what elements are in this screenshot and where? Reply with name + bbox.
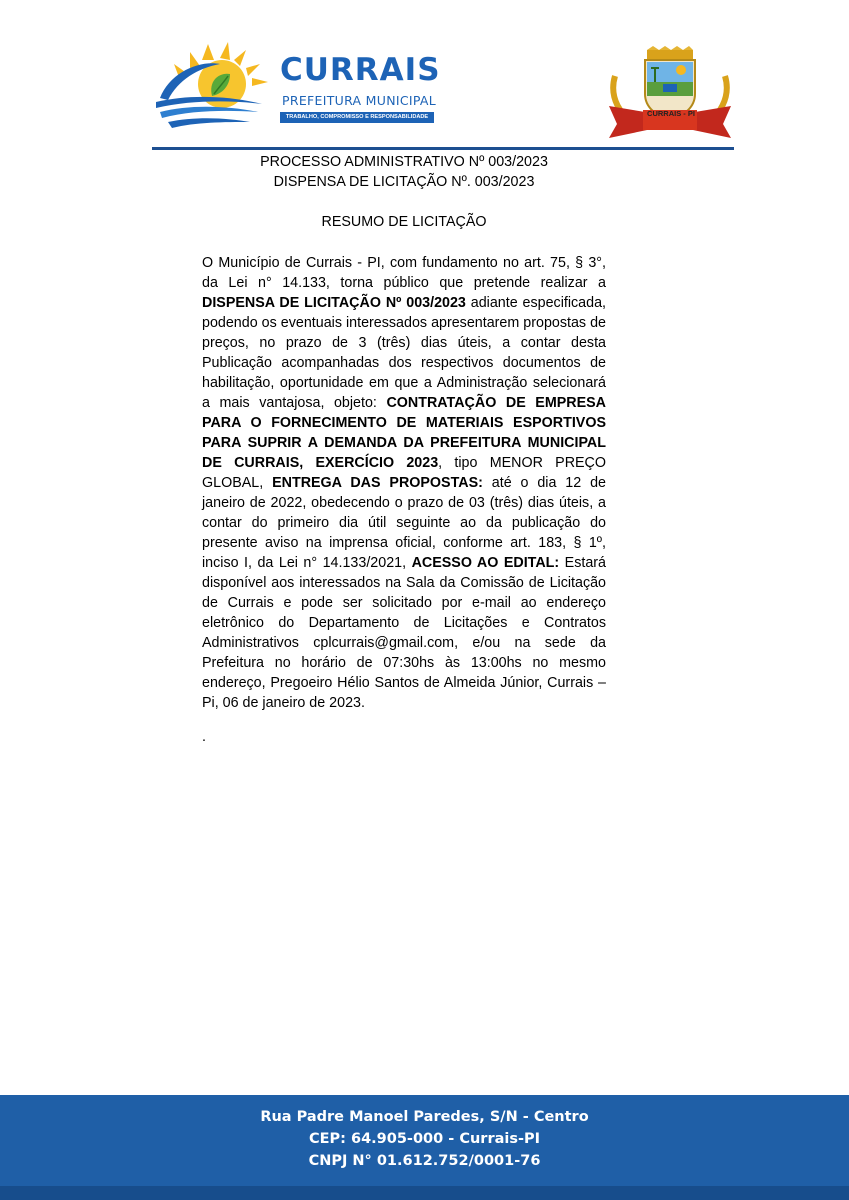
coat-of-arms (605, 46, 735, 138)
prefeitura-logo (150, 38, 440, 130)
summary-title: RESUMO DE LICITAÇÃO (321, 214, 487, 230)
dispensa-number: DISPENSA DE LICITAÇÃO Nº. 003/2023 (273, 174, 535, 190)
crest-label: CURRAIS - PI (647, 109, 695, 118)
notice-bold-edital: ACESSO AO EDITAL: (411, 555, 560, 571)
brand-subtitle: PREFEITURA MUNICIPAL (282, 93, 437, 108)
brand-name: CURRAIS (280, 52, 441, 88)
notice-text: até o dia 12 de janeiro de 2022, obedecendo o prazo de 03 (três) dias úteis, a contar do primeiro dia útil seguinte ao da publicação do presente aviso na imprensa oficial, conforme art. 183, § 1º, inciso I, da Lei n° 14.133/2021, (202, 475, 606, 571)
notice-text: , tipo MENOR PREÇO GLOBAL, (202, 455, 606, 491)
footer-band-bottom (0, 1186, 849, 1200)
notice-text: Estará disponível aos interessados na Sala da Comissão de Licitação de Currais e pode ser solicitado por e-mail ao endereço eletrônico do Departamento de Licitações e Contratos Administrativos cplcurrais@gmail.com, e/ou na sede da Prefeitura no horário de 07:30hs às 13:00hs no mesmo endereço, Pregoeiro Hélio Santos de Almeida Júnior, Currais – Pi, 06 de janeiro de 2023. (202, 555, 606, 711)
notice-text: O Município de Currais - PI, com fundamento no art. 75, § 3°, da Lei n° 14.133, torna público que pretende realizar a (202, 255, 606, 291)
notice-paragraph (202, 253, 606, 713)
header-divider (152, 147, 734, 150)
notice-text: adiante especificada, podendo os eventuais interessados apresentarem propostas de preços, no prazo de 3 (três) dias úteis, a contar desta Publicação acompanhadas dos respectivos documentos de habilitação, oportunidade em que a Administração selecionará a mais vantajosa, objeto: (202, 295, 606, 411)
process-number: PROCESSO ADMINISTRATIVO Nº 003/2023 (260, 154, 548, 170)
footer-address: Rua Padre Manoel Paredes, S/N - Centro (260, 1109, 589, 1125)
brand-tagline: TRABALHO, COMPROMISSO E RESPONSABILIDADE (280, 112, 434, 123)
document-body (202, 152, 606, 762)
coat-of-arms-icon (605, 46, 735, 138)
footer-cnpj: CNPJ N° 01.612.752/0001-76 (308, 1153, 541, 1169)
notice-bold-dispensa: DISPENSA DE LICITAÇÃO Nº 003/2023 (202, 295, 466, 311)
sun-landscape-icon (150, 38, 280, 130)
footer-cep: CEP: 64.905-000 - Currais-PI (308, 1131, 541, 1147)
trailing-mark: . (202, 729, 206, 746)
notice-bold-object: CONTRATAÇÃO DE EMPRESA PARA O FORNECIMENTO DE MATERIAIS ESPORTIVOS PARA SUPRIR A DEMANDA DA PREFEITURA MUNICIPAL DE CURRAIS, EXERCÍCIO 2023 (202, 395, 606, 471)
footer-contact (0, 1106, 849, 1172)
notice-bold-proposals: ENTREGA DAS PROPOSTAS: (272, 475, 483, 491)
